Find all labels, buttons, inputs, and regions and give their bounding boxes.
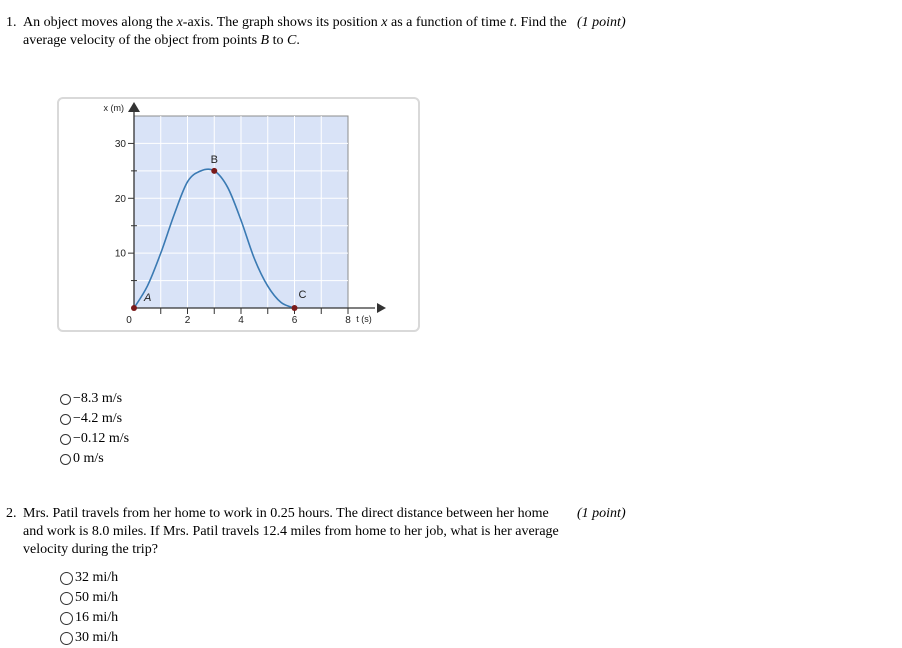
y-tick-label: 20 — [114, 193, 126, 205]
text-segment: An object moves along the — [23, 15, 177, 30]
text-segment: x — [381, 15, 388, 30]
point-a-marker — [131, 305, 137, 311]
answer-option[interactable] — [60, 389, 129, 409]
answer-options-1 — [60, 389, 129, 469]
question-text: Mrs. Patil travels from her home to work in 0.25 hours. The direct distance between her home and work is 8.0 miles. If Mrs. Patil travels 12.4 miles from home to her job, what is her average velocity during the trip? — [23, 506, 559, 557]
text-segment: B — [260, 33, 270, 48]
point-b-label: B — [210, 153, 218, 166]
answer-option[interactable] — [60, 588, 118, 608]
answer-option[interactable] — [60, 409, 129, 429]
x-tick-label: 4 — [238, 315, 244, 326]
radio-button[interactable] — [60, 454, 71, 465]
x-axis-label: t (s) — [356, 314, 372, 324]
answer-options-2 — [60, 568, 118, 648]
x-tick-label: 8 — [345, 315, 351, 326]
option-label: 16 mi/h — [75, 610, 119, 625]
chart-svg — [59, 99, 418, 330]
radio-button[interactable] — [60, 414, 71, 425]
x-tick-label: 6 — [291, 315, 298, 326]
y-axis-arrow — [128, 102, 140, 112]
radio-button[interactable] — [60, 632, 73, 645]
option-label: 30 mi/h — [75, 630, 119, 645]
x-tick-label: 0 — [126, 315, 132, 326]
points-label: (1 point) — [577, 506, 626, 521]
text-segment: t — [509, 15, 514, 30]
question-text — [23, 14, 568, 50]
y-tick-label: 10 — [114, 248, 126, 260]
x-axis-arrow — [377, 303, 386, 313]
x-tick-label: 2 — [184, 315, 191, 326]
text-segment: C — [286, 33, 297, 48]
text-segment: to — [269, 33, 287, 48]
y-tick-label: 30 — [114, 138, 126, 150]
radio-button[interactable] — [60, 434, 71, 445]
answer-option[interactable] — [60, 568, 118, 588]
radio-button[interactable] — [60, 394, 71, 405]
option-label: 32 mi/h — [75, 570, 119, 585]
point-c-marker — [292, 305, 298, 311]
answer-option[interactable] — [60, 608, 118, 628]
text-segment: . — [296, 33, 300, 48]
answer-option[interactable] — [60, 429, 129, 449]
radio-button[interactable] — [60, 592, 73, 605]
option-label: −8.3 m/s — [73, 391, 123, 406]
answer-option[interactable] — [60, 449, 129, 469]
option-label: 50 mi/h — [75, 590, 119, 605]
option-label: 0 m/s — [73, 451, 104, 466]
point-a-label: A — [144, 292, 152, 304]
points-label: (1 point) — [577, 15, 626, 30]
radio-button[interactable] — [60, 612, 73, 625]
text-segment: . Find the average velocity of the object from points — [23, 15, 567, 48]
point-c-label: C — [298, 289, 307, 301]
answer-option[interactable] — [60, 628, 118, 648]
y-axis-label: x (m) — [103, 103, 124, 113]
question-number: 1. — [6, 15, 17, 30]
option-label: −0.12 m/s — [73, 431, 130, 446]
radio-button[interactable] — [60, 572, 73, 585]
text-segment: x — [176, 15, 183, 30]
text-segment: -axis. The graph shows its position — [182, 15, 382, 30]
option-label: −4.2 m/s — [73, 411, 123, 426]
point-b-marker — [211, 168, 217, 174]
question-number: 2. — [6, 506, 17, 521]
position-time-graph — [57, 97, 420, 332]
text-segment: as a function of time — [387, 15, 510, 30]
